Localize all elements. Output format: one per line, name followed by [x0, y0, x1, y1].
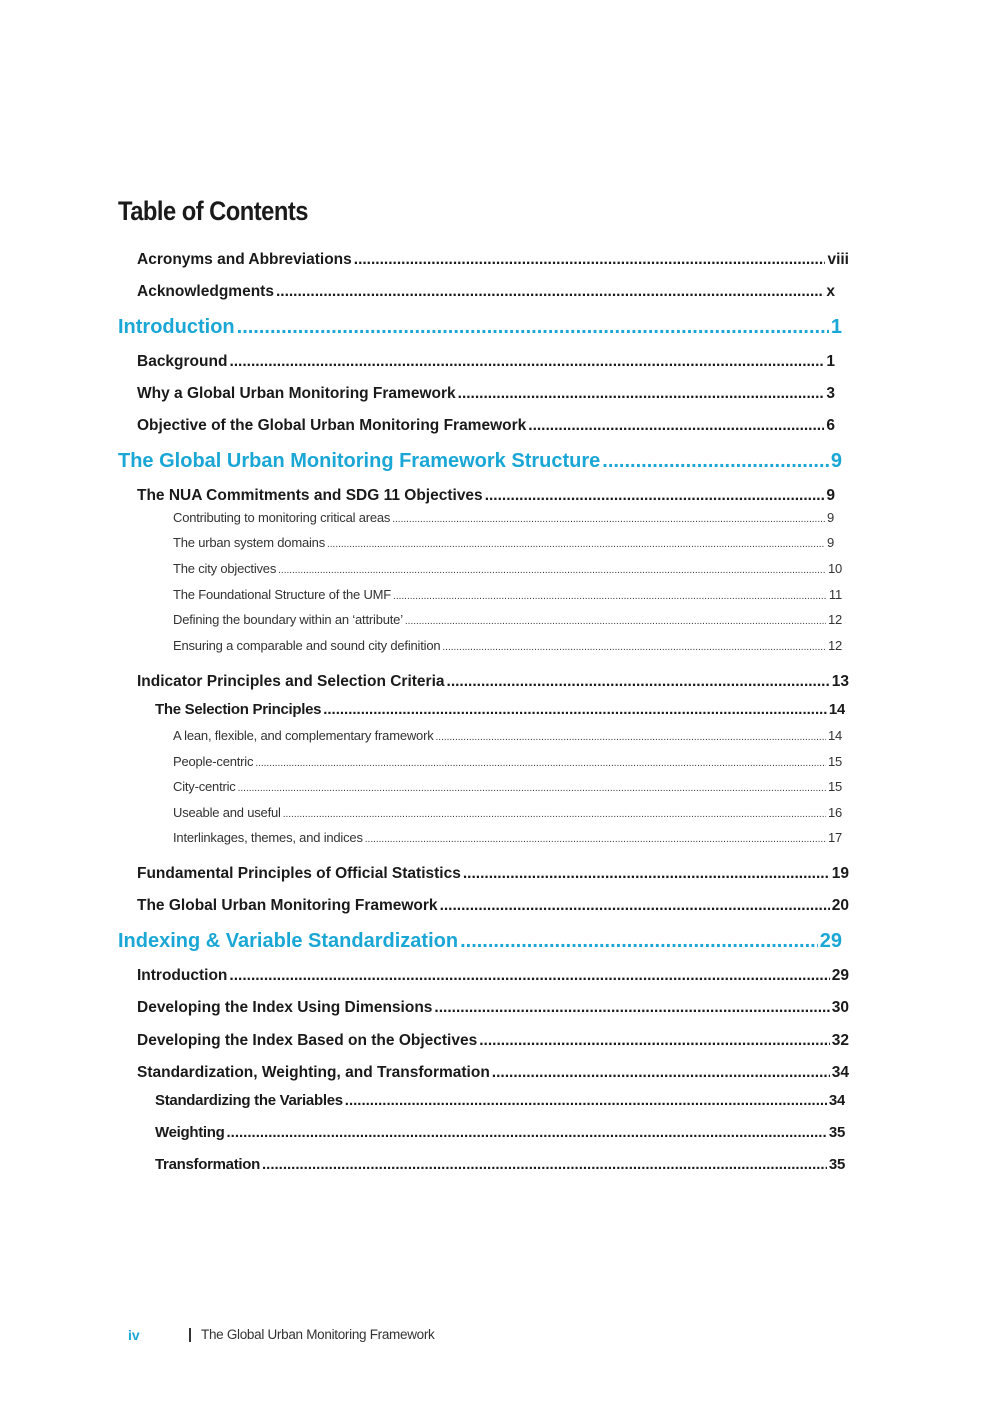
toc-entry-label: The Selection Principles	[155, 701, 322, 718]
toc-entry-page: 30	[831, 999, 849, 1016]
toc-entry-page: 1	[830, 316, 842, 338]
dot-leader	[602, 450, 829, 473]
dot-leader	[393, 587, 827, 602]
dot-leader	[354, 251, 826, 269]
toc-entry-label: Indicator Principles and Selection Criteria	[137, 673, 445, 690]
toc-entry-selection-principles[interactable]	[155, 701, 845, 718]
toc-entry-label: City-centric	[173, 779, 236, 794]
dot-leader	[229, 353, 824, 371]
toc-entry-lean-framework[interactable]	[173, 728, 842, 743]
toc-entry-interlinkages[interactable]	[173, 830, 842, 845]
toc-entry-page: 29	[831, 967, 849, 984]
toc-entry-why-umf[interactable]	[137, 385, 835, 403]
dot-leader	[365, 830, 826, 845]
toc-entry-page: 34	[828, 1092, 845, 1109]
dot-leader	[442, 638, 826, 653]
toc-entry-standardizing-variables[interactable]	[155, 1092, 845, 1109]
toc-entry-page: 14	[828, 701, 845, 718]
dot-leader	[278, 561, 826, 576]
toc-entry-label: Developing the Index Based on the Objectives	[137, 1032, 478, 1049]
toc-entry-people-centric[interactable]	[173, 754, 842, 769]
dot-leader	[436, 728, 826, 743]
dot-leader	[276, 283, 824, 301]
toc-entry-acknowledgments[interactable]	[137, 283, 835, 301]
toc-entry-label: Ensuring a comparable and sound city definition	[173, 638, 441, 653]
toc-entry-label: Acronyms and Abbreviations	[137, 251, 352, 268]
toc-entry-page: 1	[826, 353, 835, 370]
toc-entry-objective-umf[interactable]	[137, 417, 835, 435]
dot-leader	[283, 805, 826, 820]
toc-entry-label: Acknowledgments	[137, 283, 274, 300]
toc-entry-label: Transformation	[155, 1156, 260, 1173]
toc-entry-page: viii	[827, 251, 849, 268]
toc-entry-page: 15	[827, 754, 842, 769]
toc-entry-label: The Global Urban Monitoring Framework Structure	[118, 450, 601, 472]
toc-entry-page: x	[826, 283, 835, 300]
toc-entry-page: 16	[827, 805, 842, 820]
toc-entry-label: Why a Global Urban Monitoring Framework	[137, 385, 456, 402]
toc-entry-label: The NUA Commitments and SDG 11 Objectives	[137, 487, 483, 504]
toc-entry-global-umf[interactable]	[137, 897, 849, 915]
toc-entry-page: 13	[831, 673, 849, 690]
toc-entry-label: Standardization, Weighting, and Transformation	[137, 1064, 490, 1081]
toc-entry-label: Indexing & Variable Standardization	[118, 930, 459, 952]
toc-entry-label: A lean, flexible, and complementary framework	[173, 728, 434, 743]
toc-entry-foundational-structure[interactable]	[173, 587, 842, 602]
toc-entry-label: Standardizing the Variables	[155, 1092, 343, 1109]
dot-leader	[460, 930, 818, 953]
dot-leader	[528, 417, 824, 435]
toc-entry-label: The urban system domains	[173, 535, 325, 550]
dot-leader	[392, 510, 825, 525]
toc-entry-page: 34	[831, 1064, 849, 1081]
toc-entry-label: Defining the boundary within an ‘attribute’	[173, 612, 403, 627]
toc-chapter-umf-structure[interactable]	[118, 450, 842, 473]
toc-entry-page: 9	[826, 510, 834, 525]
dot-leader	[255, 754, 826, 769]
toc-entry-label: Objective of the Global Urban Monitoring Framework	[137, 417, 527, 434]
toc-entry-critical-areas[interactable]	[173, 510, 834, 525]
toc-entry-page: 12	[827, 612, 842, 627]
dot-leader	[262, 1156, 827, 1173]
toc-entry-label: The Foundational Structure of the UMF	[173, 587, 392, 602]
toc-entry-label: Introduction	[137, 967, 228, 984]
toc-entry-label: Fundamental Principles of Official Statistics	[137, 865, 461, 882]
toc-entry-page: 35	[828, 1156, 845, 1173]
toc-entry-page: 9	[826, 487, 835, 504]
dot-leader	[229, 967, 829, 985]
toc-entry-city-objectives[interactable]	[173, 561, 842, 576]
toc-entry-page: 29	[819, 930, 842, 952]
toc-entry-page: 17	[827, 830, 842, 845]
footer-running-title: The Global Urban Monitoring Framework	[201, 1327, 435, 1342]
toc-entry-indicator-principles[interactable]	[137, 673, 849, 691]
toc-chapter-indexing[interactable]	[118, 930, 842, 953]
toc-entry-label: The city objectives	[173, 561, 277, 576]
toc-entry-standardization[interactable]	[137, 1064, 849, 1082]
toc-entry-page: 35	[828, 1124, 845, 1141]
toc-entry-transformation[interactable]	[155, 1156, 845, 1173]
toc-entry-page: 32	[831, 1032, 849, 1049]
toc-entry-page: 10	[827, 561, 842, 576]
dot-leader	[463, 865, 830, 883]
footer-page-number: iv	[128, 1327, 140, 1343]
dot-leader	[492, 1064, 830, 1082]
toc-chapter-introduction[interactable]	[118, 316, 842, 339]
dot-leader	[238, 779, 826, 794]
dot-leader	[434, 999, 829, 1017]
dot-leader	[440, 897, 830, 915]
toc-entry-index-dimensions[interactable]	[137, 999, 849, 1017]
toc-entry-official-statistics[interactable]	[137, 865, 849, 883]
toc-entry-page: 12	[827, 638, 842, 653]
toc-entry-nua-sdg[interactable]	[137, 487, 835, 505]
toc-entry-page: 20	[831, 897, 849, 914]
toc-entry-background[interactable]	[137, 353, 835, 371]
toc-entry-page: 9	[830, 450, 842, 472]
toc-entry-label: People-centric	[173, 754, 254, 769]
toc-entry-acronyms[interactable]	[137, 251, 849, 269]
toc-entry-weighting[interactable]	[155, 1124, 845, 1141]
toc-entry-urban-system-domains[interactable]	[173, 535, 834, 550]
footer-divider	[189, 1328, 191, 1342]
dot-leader	[327, 535, 825, 550]
toc-entry-index-objectives[interactable]	[137, 1032, 849, 1050]
toc-entry-useable-useful[interactable]	[173, 805, 842, 820]
toc-entry-label: Developing the Index Using Dimensions	[137, 999, 433, 1016]
toc-entry-label: Background	[137, 353, 228, 370]
toc-entry-city-centric[interactable]	[173, 779, 842, 794]
toc-entry-page: 14	[827, 728, 842, 743]
page-title: Table of Contents	[118, 196, 308, 226]
toc-entry-indexing-introduction[interactable]	[137, 967, 849, 985]
dot-leader	[345, 1092, 827, 1109]
toc-entry-page: 15	[827, 779, 842, 794]
toc-entry-city-definition[interactable]	[173, 638, 842, 653]
toc-entry-label: The Global Urban Monitoring Framework	[137, 897, 438, 914]
toc-entry-page: 9	[826, 535, 834, 550]
toc-entry-page: 19	[831, 865, 849, 882]
toc-entry-page: 3	[826, 385, 835, 402]
toc-entry-label: Contributing to monitoring critical areas	[173, 510, 391, 525]
dot-leader	[447, 673, 830, 691]
dot-leader	[237, 316, 829, 339]
dot-leader	[485, 487, 825, 505]
toc-entry-label: Useable and useful	[173, 805, 281, 820]
toc-entry-page: 6	[826, 417, 835, 434]
toc-entry-defining-boundary[interactable]	[173, 612, 842, 627]
toc-entry-label: Introduction	[118, 316, 235, 338]
dot-leader	[479, 1032, 830, 1050]
dot-leader	[458, 385, 825, 403]
dot-leader	[405, 612, 826, 627]
toc-entry-label: Interlinkages, themes, and indices	[173, 830, 363, 845]
dot-leader	[323, 701, 827, 718]
toc-entry-label: Weighting	[155, 1124, 225, 1141]
toc-entry-page: 11	[828, 587, 842, 602]
dot-leader	[227, 1124, 827, 1141]
